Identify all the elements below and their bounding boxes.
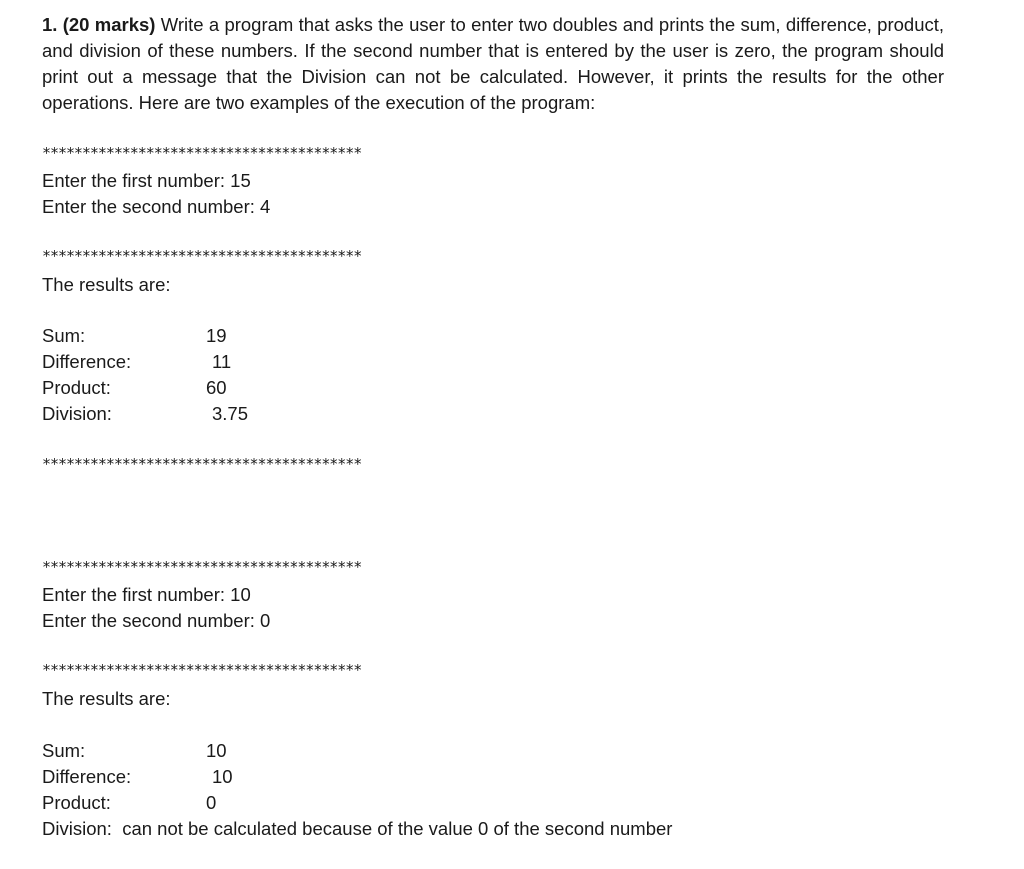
example2-results-label: The results are: [42,688,171,709]
example1-input-first: Enter the first number: 15 [42,170,251,191]
example1-input-second: Enter the second number: 4 [42,196,271,217]
question-paragraph [42,12,944,116]
example1-division-label: Division: [42,403,112,424]
separator-line: **************************************** [42,144,362,162]
separator-line: **************************************** [42,455,362,473]
example1-difference-value: 11 [212,351,232,372]
example1-sum-value: 19 [206,325,227,346]
example2-product-value: 0 [206,792,217,813]
example2-product-label: Product: [42,792,111,813]
example1-difference-label: Difference: [42,351,132,372]
example2-sum-label: Sum: [42,740,86,761]
example1-product-value: 60 [206,377,227,398]
example2-difference-value: 10 [212,766,233,787]
example1-product-label: Product: [42,377,111,398]
example2-input-first: Enter the first number: 10 [42,584,251,605]
separator-line: **************************************** [42,247,362,265]
example2-sum-value: 10 [206,740,227,761]
question-text: Write a program that asks the user to enter two doubles and prints the sum, difference, product, and division of these numbers. If the second number that is entered by the user is zero, the program should print out a message that the Division can not be calculated. However, it prints the results for the other operations. Here are two examples of the execution of the program: [42,14,945,113]
separator-line: **************************************** [42,558,362,576]
question-number: 1. [42,14,58,35]
example1-division-value: 3.75 [212,403,249,424]
example1-sum-label: Sum: [42,325,86,346]
question-marks: (20 marks) [62,14,156,35]
example1-results-label: The results are: [42,274,171,295]
example2-difference-label: Difference: [42,766,132,787]
example2-division-line: Division: can not be calculated because of the value 0 of the second number [42,818,673,839]
example2-input-second: Enter the second number: 0 [42,610,271,631]
separator-line: **************************************** [42,661,362,679]
